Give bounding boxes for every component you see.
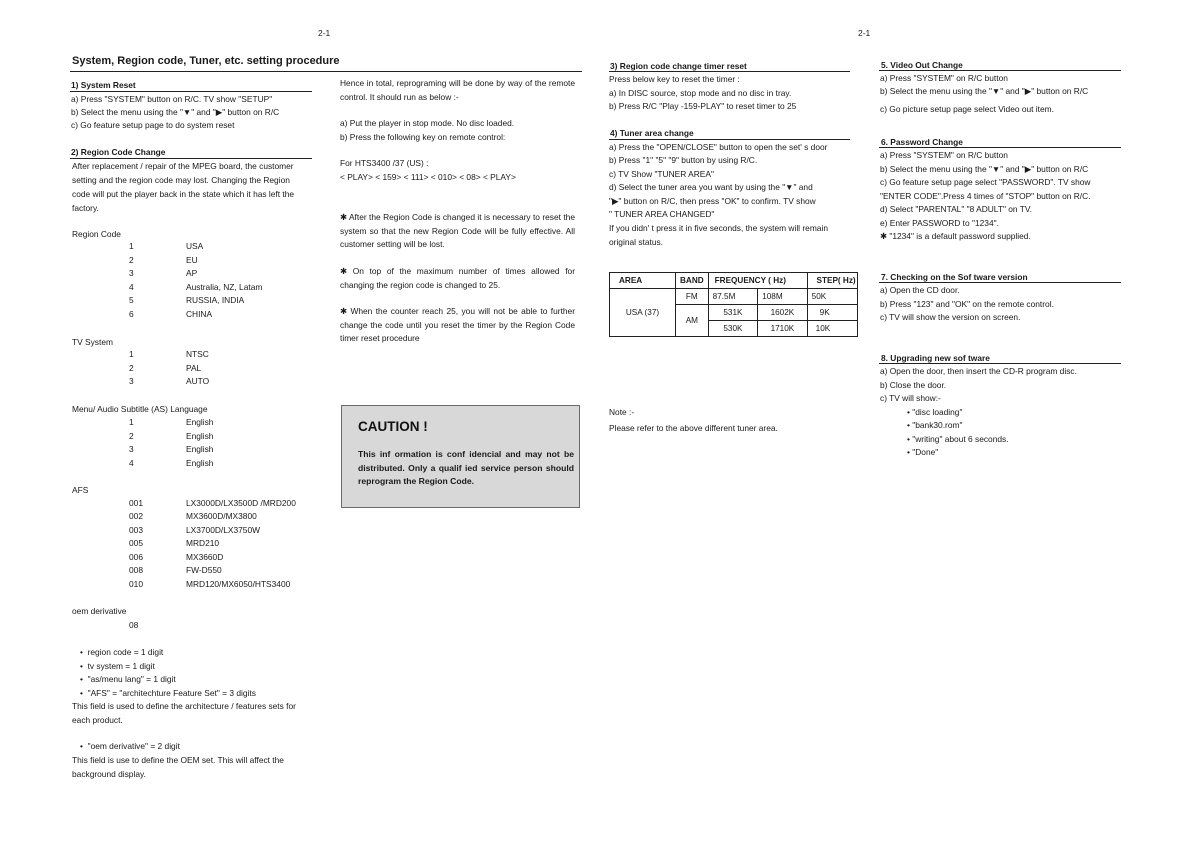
asterisk-icon: ✱: [340, 266, 348, 276]
step-line: "ENTER CODE".Press 4 times of "STOP" button on R/C.: [880, 191, 1091, 201]
upgrade-rule: [879, 363, 1121, 364]
timer-reset-heading: 3) Region code change timer reset: [610, 61, 747, 71]
region-note-1: ✱ After the Region Code is changed it is necessary to reset the system so that the new Region Code will be fully effective. All customer setting will be lost.: [340, 212, 575, 249]
step-line: original status.: [609, 237, 663, 247]
oem-label: oem derivative: [72, 606, 127, 616]
language-label: Menu/ Audio Subtitle (AS) Language: [72, 404, 208, 414]
step-line: ✱ "1234" is a default password supplied.: [880, 231, 1031, 241]
region-code-change-rule: [70, 158, 312, 159]
header-step: STEP( Hz): [807, 273, 857, 289]
reprogram-step-b: b) Press the following key on remote control:: [340, 132, 506, 142]
freq-min-cell: 87.5M: [708, 289, 758, 305]
region-code-change-heading: 2) Region Code Change: [71, 147, 166, 157]
step-cell: 10K: [807, 321, 857, 337]
note-text: Please refer to the above different tuner area.: [609, 423, 778, 433]
step-line: b) Select the menu using the "▼" and "▶" button on R/C: [880, 86, 1089, 96]
list-item: • "disc loading": [907, 407, 963, 417]
step-line: c) TV will show the version on screen.: [880, 312, 1021, 322]
code-number: 008: [129, 565, 143, 575]
header-band: BAND: [676, 273, 709, 289]
step-line: c) Go feature setup page select "PASSWORD". TV show: [880, 177, 1091, 187]
tuner-area-rule: [609, 139, 850, 140]
step-line: a) Open the door, then insert the CD-R program disc.: [880, 366, 1077, 376]
step-line: "▶" button on R/C, then press "OK" to confirm. TV show: [609, 196, 816, 206]
bullet-item: • "as/menu lang" = 1 digit: [80, 674, 176, 684]
header-area: AREA: [610, 273, 676, 289]
step-cell: 50K: [807, 289, 857, 305]
step-line: b) Press "1" "5" "9" button by using R/C.: [609, 155, 758, 165]
freq-max-cell: 108M: [758, 289, 808, 305]
intro-line: setting and the region code may lost. Changing the Region: [72, 175, 290, 185]
system-reset-heading: 1) System Reset: [71, 80, 136, 90]
title-rule: [70, 71, 582, 72]
code-value: English: [186, 417, 214, 427]
band-cell: FM: [676, 289, 709, 305]
code-value: AUTO: [186, 376, 210, 386]
code-value: MX3600D/MX3800: [186, 511, 257, 521]
region-note-2: ✱ On top of the maximum number of times allowed for changing the region code is changed to 25.: [340, 266, 575, 290]
step-line: c) TV Show "TUNER AREA": [609, 169, 714, 179]
code-number: 003: [129, 525, 143, 535]
note-line: This field is use to define the OEM set. This will affect the: [72, 755, 284, 765]
intro-line: factory.: [72, 203, 99, 213]
code-number: 6: [129, 309, 134, 319]
step-line: b) Press "123" and "OK" on the remote control.: [880, 299, 1054, 309]
step-line: e) Enter PASSWORD to "1234".: [880, 218, 999, 228]
tuner-area-heading: 4) Tuner area change: [610, 128, 694, 138]
code-value: MX3660D: [186, 552, 224, 562]
oem-value: 08: [129, 620, 139, 630]
code-number: 2: [129, 363, 134, 373]
code-number: 3: [129, 376, 134, 386]
note-line: This field is used to define the architecture / features sets for: [72, 701, 296, 711]
timer-reset-rule: [609, 71, 850, 72]
step-line: Press below key to reset the timer :: [609, 74, 740, 84]
code-number: 5: [129, 295, 134, 305]
video-out-heading: 5. Video Out Change: [881, 60, 963, 70]
password-rule: [879, 147, 1121, 148]
step-line: " TUNER AREA CHANGED": [609, 209, 715, 219]
tv-system-label: TV System: [72, 337, 113, 347]
list-item: • "bank30.rom": [907, 420, 963, 430]
code-value: EU: [186, 255, 198, 265]
code-value: FW-D550: [186, 565, 222, 575]
note-line: each product.: [72, 715, 123, 725]
code-value: NTSC: [186, 349, 209, 359]
table-header-row: [610, 273, 858, 289]
code-number: 2: [129, 431, 134, 441]
step-line: a) Press "SYSTEM" button on R/C. TV show "SETUP": [71, 94, 273, 104]
video-out-rule: [879, 70, 1121, 71]
code-number: 006: [129, 552, 143, 562]
code-number: 1: [129, 349, 134, 359]
code-value: English: [186, 444, 214, 454]
freq-min-cell: 531K: [708, 305, 758, 321]
caution-box: [341, 405, 580, 508]
code-number: 002: [129, 511, 143, 521]
system-reset-rule: [70, 91, 312, 92]
step-line: b) Close the door.: [880, 380, 947, 390]
code-value: LX3700D/LX3750W: [186, 525, 261, 535]
band-cell: AM: [676, 305, 709, 337]
intro-line: code will put the player back in the state which it has left the: [72, 189, 295, 199]
code-value: English: [186, 458, 214, 468]
step-line: a) Press "SYSTEM" on R/C button: [880, 73, 1008, 83]
step-line: a) In DISC source, stop mode and no disc in tray.: [609, 88, 792, 98]
table-row: [610, 289, 858, 305]
region-code-label: Region Code: [72, 229, 121, 239]
software-version-heading: 7. Checking on the Sof tware version: [881, 272, 1028, 282]
caution-text: This inf ormation is conf idencial and may not be distributed. Only a qualif ied service person should reprogram the Region Code.: [358, 449, 574, 486]
step-line: a) Press "SYSTEM" on R/C button: [880, 150, 1008, 160]
note-line: background display.: [72, 769, 146, 779]
area-cell: USA (37): [610, 289, 676, 337]
code-value: MRD120/MX6050/HTS3400: [186, 579, 291, 589]
reprogram-intro: Hence in total, reprograming will be done by way of the remote control. It should run as below :-: [340, 78, 575, 102]
freq-min-cell: 530K: [708, 321, 758, 337]
code-value: English: [186, 431, 214, 441]
freq-max-cell: 1602K: [758, 305, 808, 321]
code-number: 1: [129, 417, 134, 427]
code-number: 4: [129, 282, 134, 292]
list-item: • "Done": [907, 447, 939, 457]
step-line: a) Open the CD door.: [880, 285, 960, 295]
software-version-rule: [879, 282, 1121, 283]
bullet-item: • region code = 1 digit: [80, 647, 164, 657]
reprogram-step-a: a) Put the player in stop mode. No disc loaded.: [340, 118, 515, 128]
password-heading: 6. Password Change: [881, 137, 963, 147]
list-item: • "writing" about 6 seconds.: [907, 434, 1009, 444]
code-value: Australia, NZ, Latam: [186, 282, 263, 292]
freq-max-cell: 1710K: [758, 321, 808, 337]
code-value: CHINA: [186, 309, 213, 319]
asterisk-icon: ✱: [340, 306, 348, 316]
code-number: 010: [129, 579, 143, 589]
oem-bullet: • "oem derivative" = 2 digit: [80, 741, 180, 751]
code-number: 001: [129, 498, 143, 508]
code-value: MRD210: [186, 538, 220, 548]
step-line: b) Select the menu using the "▼" and "▶" button on R/C: [880, 164, 1089, 174]
afs-label: AFS: [72, 485, 89, 495]
upgrade-heading: 8. Upgrading new sof tware: [881, 353, 990, 363]
frequency-table: [609, 272, 858, 337]
model-label: For HTS3400 /37 (US) :: [340, 158, 429, 168]
code-number: 1: [129, 241, 134, 251]
step-line: c) TV will show:-: [880, 393, 941, 403]
note-label: Note :-: [609, 407, 635, 417]
code-value: AP: [186, 268, 198, 278]
page-number-left: 2-1: [318, 28, 331, 38]
code-value: RUSSIA, INDIA: [186, 295, 245, 305]
code-number: 005: [129, 538, 143, 548]
code-number: 3: [129, 268, 134, 278]
code-value: PAL: [186, 363, 202, 373]
page-number-right: 2-1: [858, 28, 871, 38]
bullet-item: • tv system = 1 digit: [80, 661, 155, 671]
step-line: d) Select "PARENTAL" "8 ADULT" on TV.: [880, 204, 1032, 214]
code-number: 2: [129, 255, 134, 265]
step-line: b) Press R/C "Play -159-PLAY" to reset timer to 25: [609, 101, 797, 111]
code-value: USA: [186, 241, 204, 251]
bullet-item: • "AFS" = "architechture Feature Set" = 3 digits: [80, 688, 256, 698]
code-number: 3: [129, 444, 134, 454]
step-line: d) Select the tuner area you want by using the "▼" and: [609, 182, 813, 192]
header-frequency: FREQUENCY ( Hz): [708, 273, 807, 289]
step-cell: 9K: [807, 305, 857, 321]
step-line: c) Go picture setup page select Video out item.: [880, 104, 1054, 114]
code-value: LX3000D/LX3500D /MRD200: [186, 498, 296, 508]
intro-line: After replacement / repair of the MPEG board, the customer: [72, 161, 294, 171]
step-line: b) Select the menu using the "▼" and "▶" button on R/C: [71, 107, 280, 117]
step-line: c) Go feature setup page to do system reset: [71, 120, 235, 130]
step-line: a) Press the "OPEN/CLOSE" button to open the set' s door: [609, 142, 828, 152]
asterisk-icon: ✱: [340, 212, 348, 222]
page-title: System, Region code, Tuner, etc. setting procedure: [72, 55, 340, 67]
step-line: If you didn' t press it in five seconds, the system will remain: [609, 223, 828, 233]
region-note-3: ✱ When the counter reach 25, you will not be able to further change the code until you reset the timer by the Region Code timer reset procedure: [340, 306, 575, 343]
key-sequence: < PLAY> < 159> < 111> < 010> < 08> < PLAY>: [340, 172, 516, 182]
code-number: 4: [129, 458, 134, 468]
caution-title: CAUTION !: [358, 419, 428, 434]
